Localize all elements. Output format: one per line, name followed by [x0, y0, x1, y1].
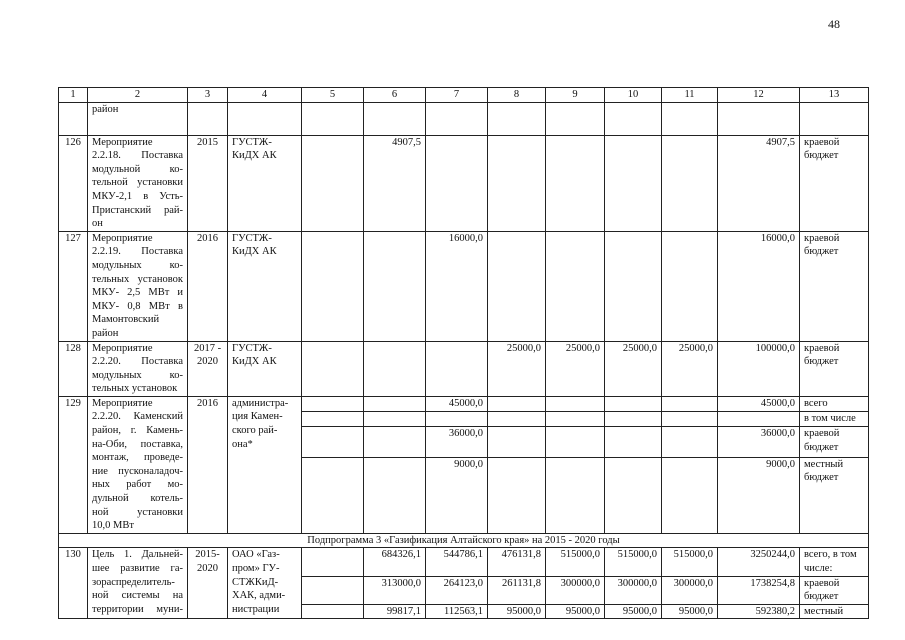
amount-cell: 300000,0 [605, 576, 662, 604]
amount-cell: 9000,0 [426, 457, 488, 533]
row-executor: ОАО «Газ- пром» ГУ- СТЖКиД- ХАК, адми- нистрации [228, 548, 302, 619]
amount-cell: 476131,8 [488, 548, 546, 576]
amount-cell: 25000,0 [605, 341, 662, 396]
amount-cell: 544786,1 [426, 548, 488, 576]
amount-cell: 300000,0 [546, 576, 605, 604]
funding-source: краевой бюджет [800, 576, 869, 604]
amount-cell: 36000,0 [426, 427, 488, 457]
total-cell: 1738254,8 [718, 576, 800, 604]
row-number: 129 [59, 396, 88, 533]
row-name: район [88, 102, 188, 135]
row-name: Мероприятие 2.2.20. Поставка модульных ко- тельных установок [88, 341, 188, 396]
column-number: 10 [605, 88, 662, 103]
amount-cell: 45000,0 [426, 396, 488, 411]
row-year: 2016 [188, 231, 228, 341]
funding-source: всего [800, 396, 869, 411]
row-name: Мероприятие 2.2.18. Поставка модульной ко- тельной установки МКУ-2,1 в Усть- Пристанский рай- он [88, 135, 188, 231]
total-cell: 36000,0 [718, 427, 800, 457]
column-number: 12 [718, 88, 800, 103]
row-number: 130 [59, 548, 88, 619]
column-number: 9 [546, 88, 605, 103]
funding-source: всего, в том числе: [800, 548, 869, 576]
table-row [59, 102, 869, 135]
amount-cell: 261131,8 [488, 576, 546, 604]
table-row [59, 231, 869, 341]
amount-cell: 95000,0 [546, 604, 605, 619]
amount-cell: 95000,0 [662, 604, 718, 619]
column-number: 5 [302, 88, 364, 103]
amount-cell: 313000,0 [364, 576, 426, 604]
amount-cell: 515000,0 [605, 548, 662, 576]
amount-cell: 4907,5 [364, 135, 426, 231]
total-cell: 592380,2 [718, 604, 800, 619]
column-number: 1 [59, 88, 88, 103]
row-number: 127 [59, 231, 88, 341]
total-cell: 9000,0 [718, 457, 800, 533]
budget-table [58, 87, 869, 619]
row-executor: ГУСТЖ- КиДХ АК [228, 135, 302, 231]
column-number: 6 [364, 88, 426, 103]
row-year: 2015- 2020 [188, 548, 228, 619]
column-number: 3 [188, 88, 228, 103]
row-number: 126 [59, 135, 88, 231]
row-year: 2015 [188, 135, 228, 231]
amount-cell: 95000,0 [605, 604, 662, 619]
column-number: 13 [800, 88, 869, 103]
row-year: 2017 - 2020 [188, 341, 228, 396]
row-name: Мероприятие 2.2.20. Каменский район, г. Камень- на-Оби, поставка, монтаж, проведе- ние пусконаладоч- ных работ мо- дульной котель- ной установки 10,0 МВт [88, 396, 188, 533]
total-cell: 45000,0 [718, 396, 800, 411]
row-executor: администра- ция Камен- ского рай- она* [228, 396, 302, 533]
total-cell: 100000,0 [718, 341, 800, 396]
subprogram-row [59, 533, 869, 548]
total-cell: 3250244,0 [718, 548, 800, 576]
funding-source: в том числе [800, 412, 869, 427]
amount-cell: 112563,1 [426, 604, 488, 619]
subprogram-title: Подпрограмма 3 «Газификация Алтайского края» на 2015 - 2020 годы [59, 533, 869, 548]
funding-source: краевой бюджет [800, 231, 869, 341]
amount-cell: 515000,0 [546, 548, 605, 576]
total-cell: 16000,0 [718, 231, 800, 341]
amount-cell: 16000,0 [426, 231, 488, 341]
column-number: 8 [488, 88, 546, 103]
row-name: Цель 1. Дальней- шее развитие га- зораспределитель- ной системы на территории муни- [88, 548, 188, 619]
column-number: 2 [88, 88, 188, 103]
table-row [59, 341, 869, 396]
table-row [59, 548, 869, 576]
page-number: 48 [828, 17, 840, 31]
total-cell [718, 412, 800, 427]
funding-source: краевой бюджет [800, 427, 869, 457]
row-executor: ГУСТЖ- КиДХ АК [228, 341, 302, 396]
column-number: 11 [662, 88, 718, 103]
amount-cell: 25000,0 [662, 341, 718, 396]
row-number: 128 [59, 341, 88, 396]
amount-cell [426, 412, 488, 427]
total-cell: 4907,5 [718, 135, 800, 231]
amount-cell: 684326,1 [364, 548, 426, 576]
funding-source: местный [800, 604, 869, 619]
table-row [59, 396, 869, 411]
funding-source: краевой бюджет [800, 341, 869, 396]
column-number: 4 [228, 88, 302, 103]
row-year: 2016 [188, 396, 228, 533]
amount-cell: 515000,0 [662, 548, 718, 576]
amount-cell: 99817,1 [364, 604, 426, 619]
amount-cell: 95000,0 [488, 604, 546, 619]
funding-source: краевой бюджет [800, 135, 869, 231]
amount-cell: 25000,0 [488, 341, 546, 396]
amount-cell: 25000,0 [546, 341, 605, 396]
table-row [59, 135, 869, 231]
amount-cell: 264123,0 [426, 576, 488, 604]
row-executor: ГУСТЖ- КиДХ АК [228, 231, 302, 341]
column-number: 7 [426, 88, 488, 103]
column-number-row [59, 88, 869, 103]
funding-source: местный бюджет [800, 457, 869, 533]
row-name: Мероприятие 2.2.19. Поставка модульных ко- тельных установок МКУ- 2,5 МВт и МКУ- 0,8 МВт в Мамонтовский район [88, 231, 188, 341]
amount-cell: 300000,0 [662, 576, 718, 604]
